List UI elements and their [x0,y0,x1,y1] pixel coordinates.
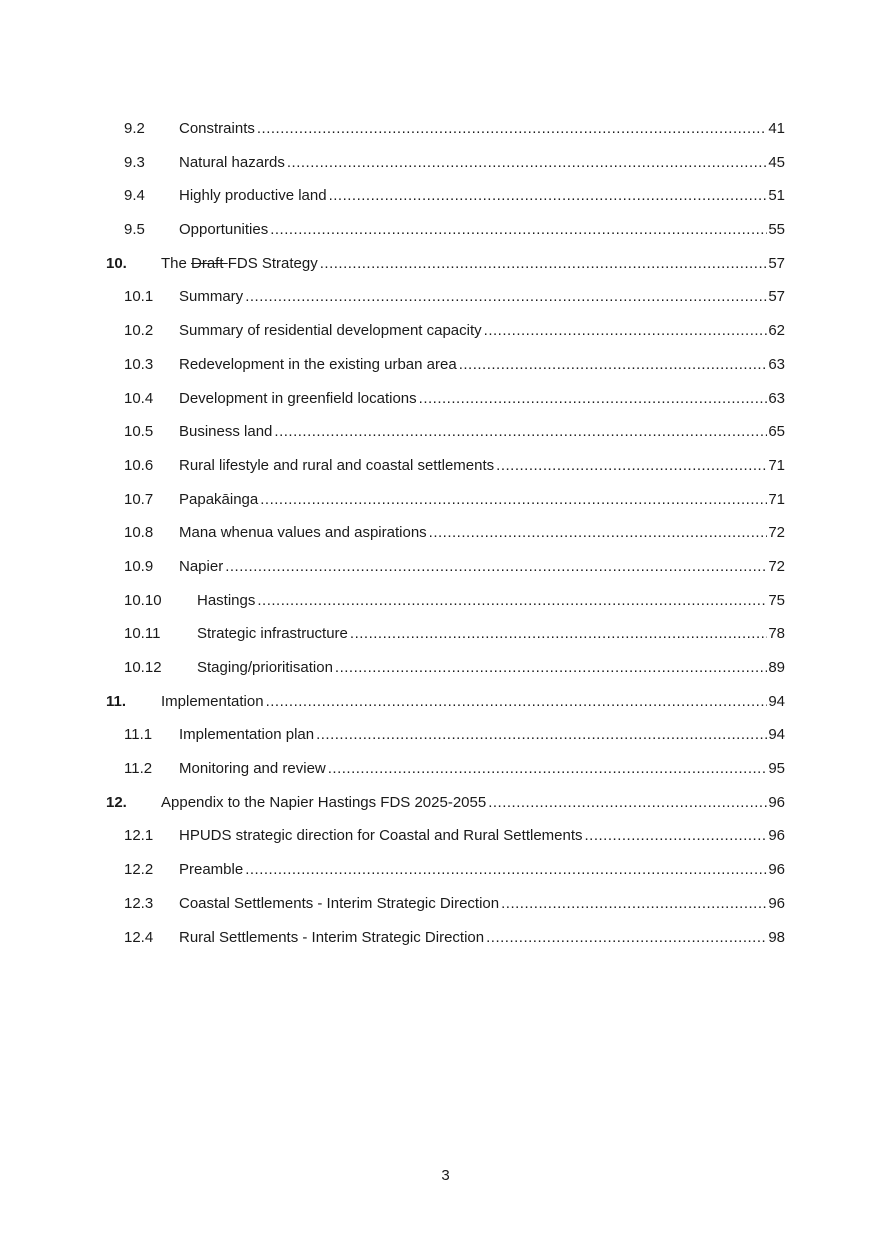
deleted-text: Draft [191,254,228,272]
toc-entry-page: 57 [768,288,785,306]
toc-entry-title: Coastal Settlements - Interim Strategic Direction [179,894,500,912]
toc-entry-number: 10.12 [124,659,162,676]
table-of-contents [0,112,891,954]
toc-entry-page: 65 [768,423,785,441]
toc-entry-title: Rural Settlements - Interim Strategic Direction [179,928,485,946]
toc-entry-number: 9.3 [124,153,145,171]
toc-entry-title: Business land [179,423,273,441]
toc-entry[interactable] [0,483,891,517]
toc-entry-number: 10.1 [124,288,154,306]
toc-leader-dots [316,718,767,752]
toc-entry[interactable] [0,853,891,887]
toc-leader-dots [266,685,768,719]
toc-entry-page: 63 [768,355,785,373]
toc-leader-dots [488,786,767,820]
toc-entry[interactable] [0,280,891,314]
title-text: The [161,254,192,272]
toc-entry-page: 72 [768,557,785,575]
toc-entry-title: Natural hazards [179,153,285,171]
toc-entry-page: 94 [768,726,785,744]
toc-entry[interactable] [0,146,891,180]
toc-entry-number: 11.2 [124,760,153,778]
toc-entry-page: 62 [768,322,785,340]
toc-entry-number: 10.4 [124,389,154,407]
toc-section-number: 10. [106,254,127,272]
toc-entry-number: 11.1 [124,726,153,744]
toc-entry[interactable] [0,718,891,752]
toc-entry[interactable] [0,584,891,618]
toc-entry-page: 94 [768,692,785,710]
toc-leader-dots [329,179,768,213]
toc-entry[interactable] [0,752,891,786]
toc-entry-title: Mana whenua values and aspirations [179,524,427,542]
toc-leader-dots [328,752,768,786]
toc-entry-number: 10.9 [124,557,154,575]
toc-entry-title: Napier [179,557,224,575]
toc-section[interactable] [0,786,891,820]
toc-entry-number: 9.5 [124,221,145,239]
toc-entry-title: Constraints [179,120,255,137]
toc-leader-dots [320,247,768,281]
toc-leader-dots [335,651,767,685]
toc-entry-number: 10.6 [124,456,154,474]
toc-entry-page: 41 [768,120,785,137]
toc-leader-dots [350,617,767,651]
toc-entry[interactable] [0,382,891,416]
toc-entry-title: Redevelopment in the existing urban area [179,355,457,373]
toc-entry-title: Monitoring and review [179,760,326,778]
toc-entry-page: 96 [768,793,785,811]
toc-section-title: Implementation [161,692,264,710]
toc-entry[interactable] [0,449,891,483]
toc-entry-page: 55 [768,221,785,239]
toc-entry-number: 9.4 [124,187,145,205]
toc-section-title [161,247,320,281]
toc-entry-title: Preamble [179,861,244,879]
toc-entry-page: 71 [768,456,785,474]
toc-entry[interactable] [0,651,891,685]
toc-entry-page: 75 [768,591,785,609]
toc-leader-dots [486,921,767,955]
toc-entry-number: 10.10 [124,591,162,609]
toc-entry-title: Hastings [197,591,256,609]
toc-entry-number: 10.8 [124,524,154,542]
toc-leader-dots [419,382,768,416]
toc-entry-number: 9.2 [124,120,145,137]
toc-entry[interactable] [0,348,891,382]
toc-leader-dots [225,550,767,584]
toc-leader-dots [260,483,767,517]
toc-entry-title: Highly productive land [179,187,327,205]
toc-entry-title: Development in greenfield locations [179,389,417,407]
toc-leader-dots [501,887,767,921]
toc-entry[interactable] [0,415,891,449]
toc-entry-page: 96 [768,827,785,845]
toc-leader-dots [245,280,767,314]
toc-entry-page: 96 [768,861,785,879]
toc-entry-page: 51 [768,187,785,205]
toc-entry-page: 95 [768,760,785,778]
toc-entry-page: 57 [768,254,785,272]
toc-section-number: 11. [106,692,127,710]
toc-leader-dots [274,415,767,449]
toc-entry-title: Papakāinga [179,490,259,508]
toc-entry[interactable] [0,921,891,955]
toc-entry-title: Opportunities [179,221,269,239]
toc-entry-title: Rural lifestyle and rural and coastal settlements [179,456,495,474]
toc-leader-dots [270,213,767,247]
toc-entry-page: 45 [768,153,785,171]
toc-entry[interactable] [0,617,891,651]
toc-section-title: Appendix to the Napier Hastings FDS 2025-2055 [161,793,487,811]
toc-entry-number: 10.2 [124,322,154,340]
toc-entry-page: 71 [768,490,785,508]
toc-entry-number: 10.7 [124,490,154,508]
toc-entry[interactable] [0,887,891,921]
toc-section-number: 12. [106,793,127,811]
toc-entry-page: 96 [768,894,785,912]
toc-section[interactable] [0,247,891,281]
toc-entry[interactable] [0,516,891,550]
toc-leader-dots [496,449,767,483]
toc-entry[interactable] [0,112,891,146]
toc-entry-number: 12.1 [124,827,154,845]
toc-leader-dots [257,584,767,618]
toc-entry[interactable] [0,819,891,853]
toc-entry-title: HPUDS strategic direction for Coastal and Rural Settlements [179,827,583,845]
toc-leader-dots [429,516,768,550]
toc-leader-dots [257,112,767,146]
toc-section[interactable] [0,685,891,719]
toc-entry-number: 10.3 [124,355,154,373]
toc-entry[interactable] [0,179,891,213]
toc-entry-page: 63 [768,389,785,407]
toc-entry[interactable] [0,550,891,584]
toc-entry-number: 12.2 [124,861,154,879]
title-text: FDS Strategy [227,254,318,272]
toc-entry-title: Staging/prioritisation [197,659,333,676]
toc-entry[interactable] [0,314,891,348]
toc-entry-page: 98 [768,928,785,946]
toc-entry-number: 10.11 [124,625,161,643]
toc-entry-page: 89 [768,659,785,676]
toc-entry-title: Summary [179,288,244,306]
toc-entry-title: Implementation plan [179,726,315,744]
toc-entry-number: 12.4 [124,928,154,946]
toc-leader-dots [245,853,767,887]
toc-entry-page: 78 [768,625,785,643]
toc-entry[interactable] [0,213,891,247]
toc-leader-dots [484,314,768,348]
toc-leader-dots [287,146,767,180]
toc-leader-dots [585,819,768,853]
toc-leader-dots [459,348,768,382]
toc-entry-title: Strategic infrastructure [197,625,348,643]
toc-entry-number: 10.5 [124,423,154,441]
toc-entry-page: 72 [768,524,785,542]
toc-entry-title: Summary of residential development capacity [179,322,482,340]
page-number: 3 [441,1167,450,1184]
toc-entry-number: 12.3 [124,894,154,912]
